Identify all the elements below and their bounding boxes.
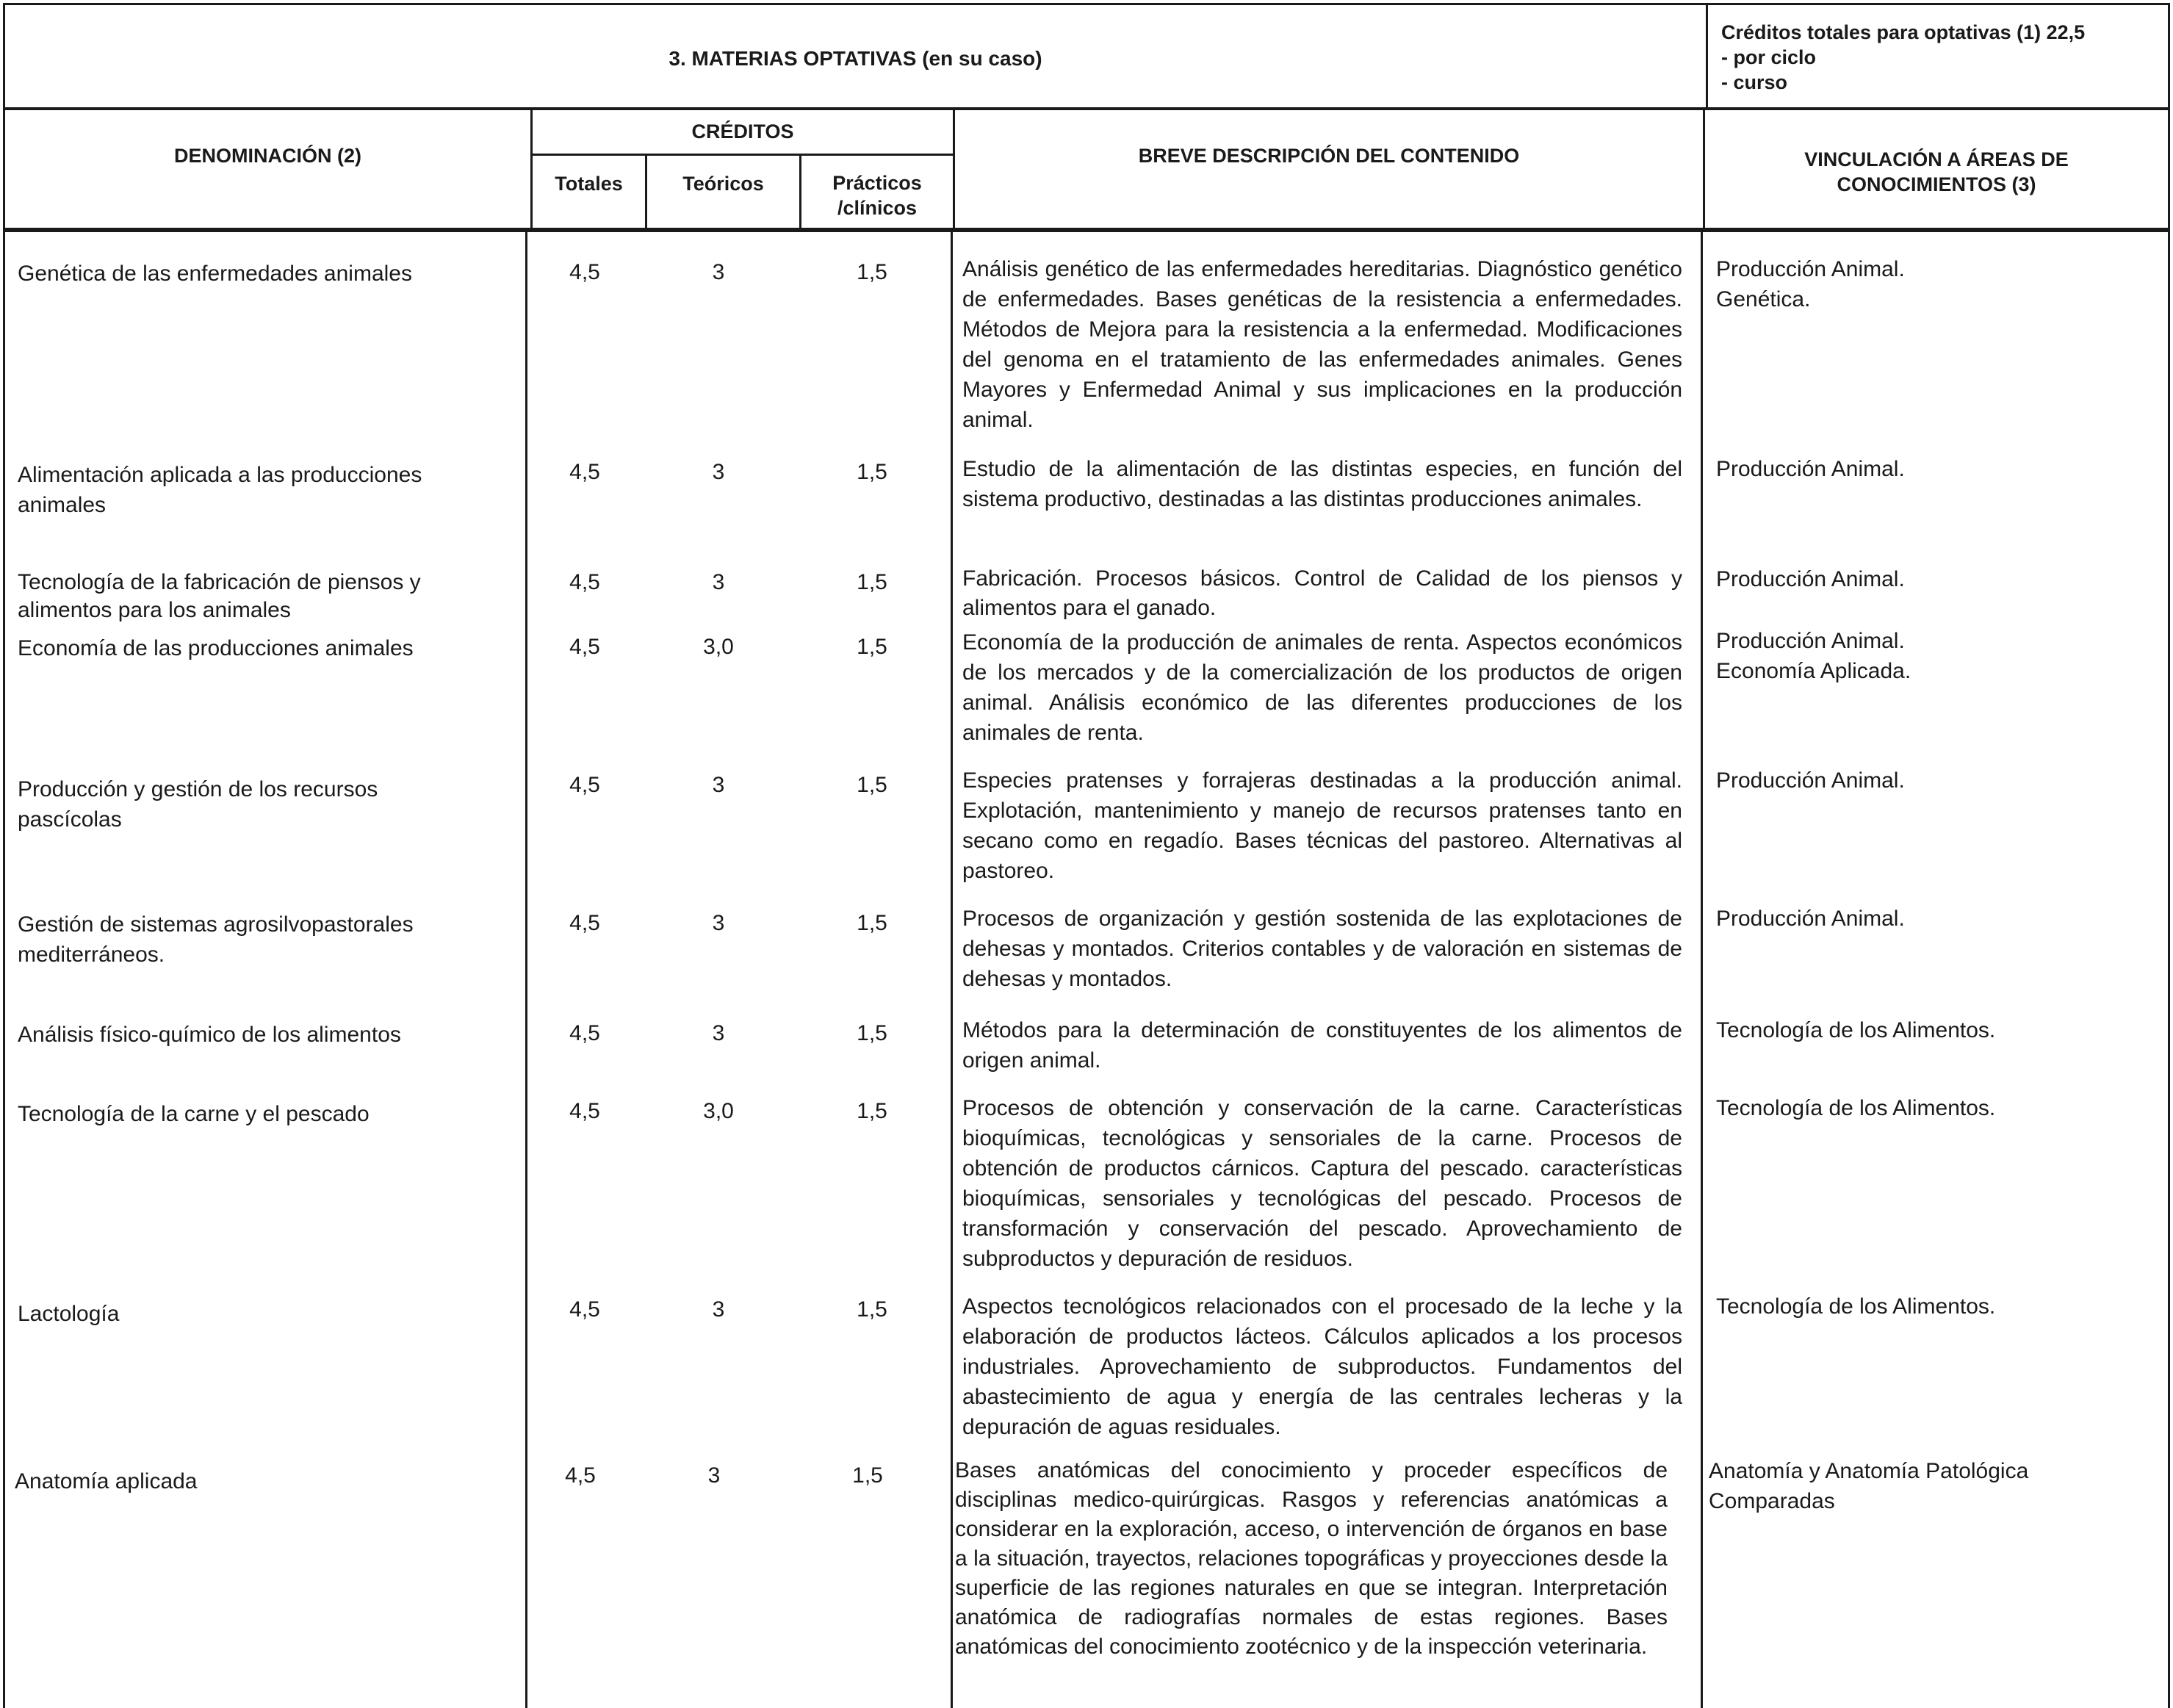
- row-name: Tecnología de la carne y el pescado: [18, 1102, 370, 1126]
- row-teoricos: 3: [712, 1021, 725, 1045]
- row-teoricos: 3,0: [703, 1099, 734, 1123]
- divider: [525, 232, 527, 1708]
- col-header-creditos: CRÉDITOS: [691, 120, 794, 143]
- row-area: Tecnología de los Alimentos.: [1716, 1018, 1996, 1042]
- row-description: Bases anatómicas del conocimiento y proceder específicos de disciplinas medico-quirúrgicas. Rasgos y referencias anatómicas a considerar en la exploración, acceso, o intervención de órganos en base a la situación, trayectos, relaciones topográficas y proyecciones desde la superficie de las regiones naturales en que se integran. Interpretación anatómica de radiografías normales de estas regiones. Bases anatómicas del conocimiento zootécnico y de la inspección veterinaria.: [955, 1458, 1668, 1659]
- row-practicos: 1,5: [852, 1463, 883, 1488]
- row-totales: 4,5: [569, 1297, 600, 1322]
- row-totales: 4,5: [569, 635, 600, 659]
- col-header-vinculacion: VINCULACIÓN A ÁREAS DE CONOCIMIENTOS (3): [1804, 148, 2069, 195]
- row-teoricos: 3: [712, 460, 725, 484]
- row-practicos: 1,5: [857, 773, 887, 797]
- section-header: [3, 3, 2170, 110]
- row-description: Especies pratenses y forrajeras destinadas a la producción animal. Explotación, mantenimiento y manejo de recursos pratenses tanto en secano como en regadío. Bases técnicas del pastoreo. Alternativas al pastoreo.: [962, 768, 1682, 883]
- col-header-totales: Totales: [555, 173, 623, 195]
- credits-total: Créditos totales para optativas (1) 22,5: [1721, 21, 2086, 43]
- row-description: Aspectos tecnológicos relacionados con el procesado de la leche y la elaboración de productos lácteos. Cálculos aplicados a los procesos industriales. Aprovechamiento de subproductos. Fundamentos del abastecimiento de agua y energía de las centrales lecheras y la depuración de aguas residuales.: [962, 1294, 1682, 1439]
- row-teoricos: 3: [712, 911, 725, 935]
- table-border-right: [2168, 232, 2170, 1708]
- row-practicos: 1,5: [857, 460, 887, 484]
- row-teoricos: 3: [712, 773, 725, 797]
- row-practicos: 1,5: [857, 260, 887, 284]
- row-area: Tecnología de los Alimentos.: [1716, 1294, 1996, 1319]
- row-practicos: 1,5: [857, 1099, 887, 1123]
- row-name: Genética de las enfermedades animales: [18, 262, 412, 286]
- column-header-row: [3, 107, 2170, 232]
- row-description: Fabricación. Procesos básicos. Control de Calidad de los piensos y alimentos para el ganado.: [962, 566, 1682, 620]
- row-totales: 4,5: [569, 911, 600, 935]
- col-header-teoricos: Teóricos: [682, 173, 764, 195]
- row-practicos: 1,5: [857, 635, 887, 659]
- row-totales: 4,5: [569, 460, 600, 484]
- row-totales: 4,5: [569, 570, 600, 594]
- row-name: Producción y gestión de los recursos pascícolas: [18, 777, 378, 832]
- row-area: Producción Animal. Economía Aplicada.: [1716, 629, 1911, 683]
- row-area: Anatomía y Anatomía Patológica Comparadas: [1709, 1459, 2029, 1513]
- row-name: Tecnología de la fabricación de piensos y alimentos para los animales: [18, 570, 421, 622]
- row-description: Procesos de obtención y conservación de la carne. Características bioquímicas, tecnológicas y sensoriales de la carne. Procesos de obtención de productos cárnicos. Captura del pescado. características bioquímicas, sensoriales y tecnológicas del pescado. Procesos de transformación y conservación del pescado. Aprovechamiento de subproductos y depuración de residuos.: [962, 1096, 1682, 1271]
- row-name: Análisis físico-químico de los alimentos: [18, 1023, 401, 1047]
- row-totales: 4,5: [569, 260, 600, 284]
- row-area: Producción Animal.: [1716, 567, 1905, 591]
- row-name: Economía de las producciones animales: [18, 636, 414, 660]
- row-totales: 4,5: [565, 1463, 596, 1488]
- divider: [951, 232, 953, 1708]
- row-teoricos: 3,0: [703, 635, 734, 659]
- row-name: Alimentación aplicada a las producciones animales: [18, 463, 422, 517]
- table-border-left: [3, 232, 5, 1708]
- row-area: Producción Animal.: [1716, 457, 1905, 481]
- row-name: Lactología: [18, 1302, 120, 1326]
- col-header-denominacion: DENOMINACIÓN (2): [174, 145, 361, 167]
- row-totales: 4,5: [569, 1021, 600, 1045]
- section-title: 3. MATERIAS OPTATIVAS (en su caso): [669, 47, 1042, 70]
- row-practicos: 1,5: [857, 570, 887, 594]
- row-teoricos: 3: [712, 260, 725, 284]
- row-name: Gestión de sistemas agrosilvopastorales mediterráneos.: [18, 912, 414, 967]
- row-totales: 4,5: [569, 1099, 600, 1123]
- row-description: Economía de la producción de animales de renta. Aspectos económicos de los mercados y de la comercialización de los productos de origen animal. Análisis económico de las diferentes producciones de los animales de renta.: [962, 630, 1682, 745]
- row-description: Métodos para la determinación de constituyentes de los alimentos de origen animal.: [962, 1018, 1682, 1073]
- credits-curso: - curso: [1721, 71, 1788, 93]
- row-practicos: 1,5: [857, 1297, 887, 1322]
- row-area: Producción Animal. Genética.: [1716, 257, 1905, 311]
- row-totales: 4,5: [569, 773, 600, 797]
- row-teoricos: 3: [707, 1463, 721, 1488]
- col-header-practicos: Prácticos /clínicos: [832, 172, 922, 219]
- row-area: Tecnología de los Alimentos.: [1716, 1096, 1996, 1120]
- row-teoricos: 3: [712, 1297, 725, 1322]
- col-header-descripcion: BREVE DESCRIPCIÓN DEL CONTENIDO: [1138, 145, 1520, 167]
- divider: [1701, 232, 1703, 1708]
- row-practicos: 1,5: [857, 911, 887, 935]
- row-area: Producción Animal.: [1716, 768, 1905, 793]
- row-area: Producción Animal.: [1716, 907, 1905, 931]
- row-practicos: 1,5: [857, 1021, 887, 1045]
- row-description: Análisis genético de las enfermedades hereditarias. Diagnóstico genético de enfermedades. Bases genéticas de la resistencia a enfermedades. Métodos de Mejora para la resistencia a la enfermedad. Modificaciones del genoma en el tratamiento de las enfermedades animales. Genes Mayores y Enfermedad Animal y sus implicaciones en la producción animal.: [962, 257, 1682, 432]
- row-description: Procesos de organización y gestión sostenida de las explotaciones de dehesas y montados. Criterios contables y de valoración en sistemas de dehesas y montados.: [962, 907, 1682, 991]
- row-teoricos: 3: [712, 570, 725, 594]
- credits-ciclo: - por ciclo: [1721, 46, 1817, 68]
- divider: [1706, 5, 1708, 108]
- credits-summary: [1721, 20, 2085, 95]
- row-name: Anatomía aplicada: [15, 1469, 198, 1493]
- row-description: Estudio de la alimentación de las distintas especies, en función del sistema productivo, destinadas a las distintas producciones animales.: [962, 457, 1682, 511]
